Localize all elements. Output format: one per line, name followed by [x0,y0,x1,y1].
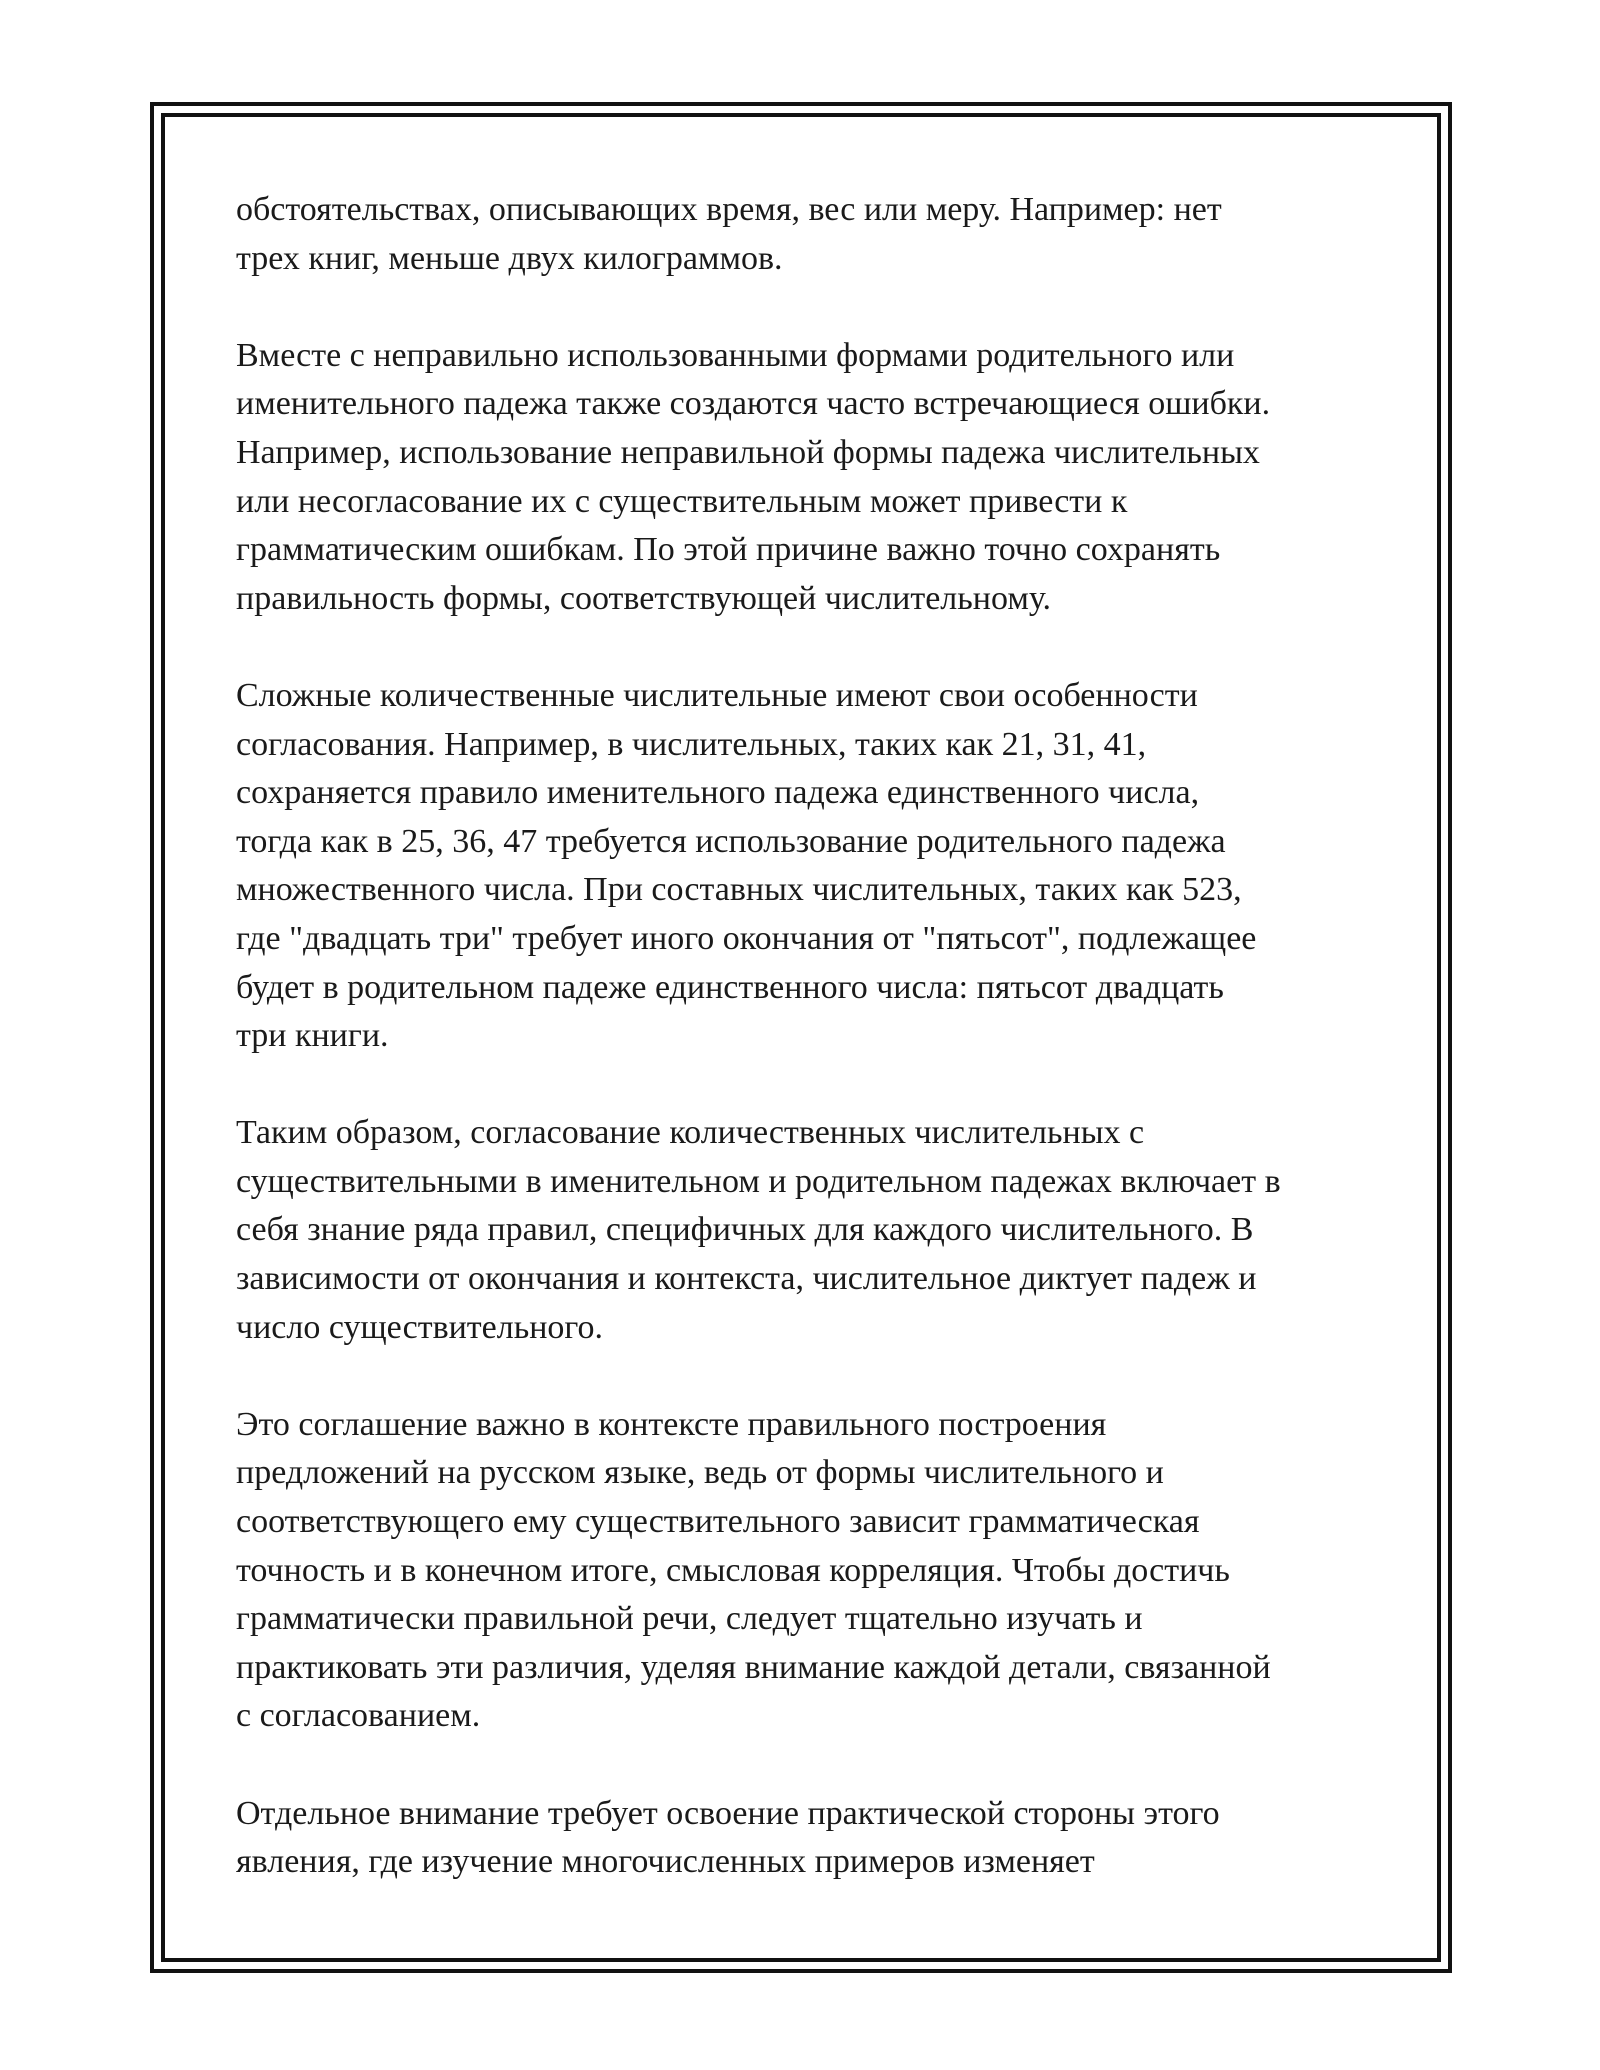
paragraph: Таким образом, согласование количественных числительных с существительными в именительном и родительном падежах включает в себя знание ряда правил, специфичных для каждого числительного. В зависимости от окончания и контекста, числительное диктует падеж и число существительного. [236,1114,1281,1346]
document-body [236,186,1396,1935]
paragraph: Это соглашение важно в контексте правильного построения предложений на русском языке, ведь от формы числительного и соответствующего ему существительного зависит грамматическая точность и в конечном итоге, смысловая корреляция. Чтобы достичь грамматически правильной речи, следует тщательно изучать и практиковать эти различия, уделяя внимание каждой детали, связанной с согласованием. [236,1405,1271,1735]
paragraph: Вместе с неправильно использованными формами родительного или именительного падежа также создаются часто встречающиеся ошибки. Например, использование неправильной формы падежа числительных или несогласование их с существительным может привести к грамматическим ошибкам. По этой причине важно точно сохранять правильность формы, соответствующей числительному. [236,336,1271,617]
paragraph: Сложные количественные числительные имеют свои особенности согласования. Например, в числительных, таких как 21, 31, 41, сохраняется правило именительного падежа единственного числа, тогда как в 25, 36, 47 требуется использование родительного падежа множественного числа. При составных числительных, таких как 523, где "двадцать три" требует иного окончания от "пятьсот", подлежащее будет в родительном падеже единственного числа: пятьсот двадцать три книги. [236,676,1257,1055]
paragraph: Отдельное внимание требует освоение практической стороны этого явления, где изучение многочисленных примеров изменяет [236,1794,1220,1881]
paragraph: обстоятельствах, описывающих время, вес или меру. Например: нет трех книг, меньше двух килограммов. [236,191,1222,277]
